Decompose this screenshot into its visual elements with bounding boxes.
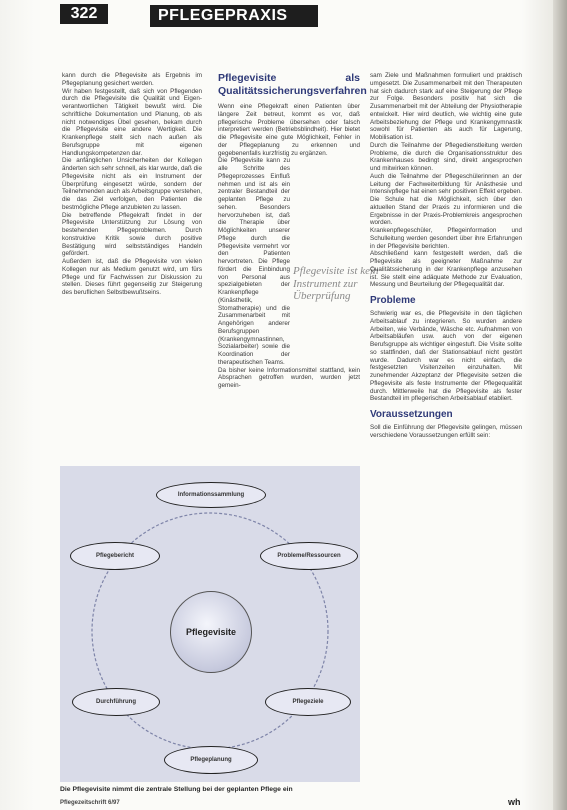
section-title: PFLEGEPRAXIS [150, 5, 318, 27]
text-column-3 [370, 72, 522, 440]
page-spine-shadow [553, 0, 567, 810]
paragraph: Krankenpflegeschüler, Pflegeinformation und Schulleitung werden gesondert über ihre Erfahrungen in der Pflegevisite berichten. [370, 227, 522, 250]
page-header [0, 0, 548, 40]
paragraph: Da bisher keine Informationsmittel stattfand, kein Absprachen getroffen wurden, wurden jetzt gemein- [218, 366, 360, 389]
journal-footer: Pflegezeitschrift 6/97 [60, 800, 120, 806]
pflegevisite-diagram [60, 466, 360, 782]
paragraph: Außerdem ist, daß die Pflegevisite von vielen Kollegen nur als Medium genutzt wird, um fürs Pflege und für Fachwissen zur Diskussion zu stellen. Dieses führt gegenseitig zur Steigerung des beruflichen Selbstbewußtseins. [62, 258, 202, 296]
node-pflegevisite-center: Pflegevisite [170, 591, 252, 673]
node-pflegebericht: Pflegebericht [70, 542, 160, 570]
paragraph: sam Ziele und Maßnahmen formuliert und praktisch umgesetzt. Die Zusammenarbeit mit den Therapeuten hat sich dadurch stark auf eine Steigerung der Pflege zur Folge. Besonders positiv hat sich die Zusammenarbeit mit der Abteilung der Physiotherapie entwickelt. Hier wird deutlich, wie wichtig eine gute Arbeitsbeziehung der Pflege und Krankengymnastik sowohl für Patienten als auch für Lagerung, Mobilisation ist. [370, 72, 522, 141]
pull-quote: Pflegevisite ist kein Instrument zur Überprüfung [290, 263, 382, 305]
paragraph: Soll die Einführung der Pflegevisite gelingen, müssen verschiedene Voraussetzungen erfüllt sein: [370, 424, 522, 439]
paragraph: Auch die Teilnahme der Pflegeschülerinnen an der Leitung der Fachweiterbildung für Anästhesie und Intensivpflege hat einen sehr positiven Effekt ergeben. Die Schule hat die Möglichkeit, sich über den aktuellen Stand der Praxis zu informieren und die Ergebnisse in der Praxis-Problemkreis angesprochen worden. [370, 172, 522, 227]
text-column-2 [218, 72, 367, 390]
node-probleme-ressourcen: Probleme/Ressourcen [260, 542, 358, 570]
article-heading: Pflegevisite als Qualitätssicherungsverfahren [218, 72, 367, 97]
node-pflegeplanung: Pflegeplanung [164, 746, 258, 774]
subheading-problems: Probleme [370, 295, 416, 306]
paragraph: Wenn eine Pflegekraft einen Patienten über längere Zeit betreut, kommt es vor, daß pflegerische Probleme übersehen oder falsch interpretiert werden (Betriebsblindheit). Hier bietet die Pflegevisite eine gute Möglichkeit, Fehler in der Pflegeplanung zu erkennen und gegebenenfalls kurzfristig zu ergänzen. [218, 103, 360, 157]
paragraph: Abschließend kann festgestellt werden, daß die Pflegevisite als geeigneter Maßnahme zur Qualitätssicherung in der Krankenpflege anzusehen ist. Sie stellt eine adäquate Methode zur Evaluation, Messung und Beurteilung der Pflegequalität dar. [370, 250, 522, 289]
node-durchfuehrung: Durchführung [72, 688, 160, 716]
paragraph: Die betreffende Pflegekraft findet in der Pflegevisite Unterstützung zur Lösung von bestehenden Pflegeproblemen. Durch konstruktive Kritik sowie durch positive Bestätigung wird selbstständiges Handeln gefördert. [62, 211, 202, 258]
paragraph: Durch die Teilnahme der Pflegedienstleitung werden Probleme, die durch die Organisationsstruktur des Krankenhauses bedingt sind, direkt angesprochen und mitwirken können. [370, 141, 522, 172]
paragraph: kann durch die Pflegevisite als Ergebnis im Pflegeplanung gesichert werden. [62, 72, 202, 87]
paragraph: Die Pflegevisite kann zu alle Schritte des Pflegeprozesses Einfluß nehmen und ist als ein zentraler Bestandteil der geplanten Pflege zu sehen. Besonders hervorzuheben ist, daß die Therapie über Möglichkeiten unserer Pflege durch die Pflegevisite vermehrt vor den Patienten hervortreten. Die Pflege fördert die Einbindung von Personal aus spezialgebieten der Krankenpflege (Kinästhetik, Stomatherapie) und die Zusammenarbeit mit Angehörigen anderer Berufsgruppen (Krankengymnastinnen, Sozialarbeiter) sowie die Koordination der therapeutischen Teams. [218, 157, 290, 366]
subheading-prerequisites: Voraussetzungen [370, 409, 453, 420]
publisher-logo: wh [508, 797, 521, 807]
node-informationssammlung: Informationssammlung [156, 482, 266, 508]
node-pflegeziele: Pflegeziele [265, 688, 351, 716]
paragraph: Wir haben festgestellt, daß sich von Pflegenden durch die Pflegevisite die Qualität und Eigen-verantwortlichen Tätigkeit bewußt wird. Die schriftliche Dokumentation und Planung, ob als nicht notwendiges Übel gesehen, bekam durch die Pflegevisite eine andere Wertigkeit. Die Krankenpflege stellt sich nach außen als Berufsgruppe mit eigenen Handlungskompetenzen dar. [62, 87, 202, 157]
page-number: 322 [60, 4, 108, 24]
text-column-1 [62, 72, 202, 297]
paragraph: Die anfänglichen Unsicherheiten der Kollegen änderten sich sehr schnell, als klar wurde, daß die Pflegevisite nicht als ein Instrument der Überprüfung eingesetzt würde, sondern der Teilnehmenden auch als Arbeitsgruppe verstehen, die das Ziel verfolgen, den Patienten die bestmögliche Pflege anzubieten zu lassen. [62, 157, 203, 211]
paragraph: Schwierig war es, die Pflegevisite in den täglichen Arbeitsablauf zu integrieren. So wurden andere Arbeiten, wie Verbände, Wäsche etc. Aufnahmen von Arbeitsabläufen usw. auch von der eigenen Berufsgruppe als wichtiger eingestuft. Die Visite sollte so stattfinden, daß der Stationsablauf nicht gestört wurde. Dadurch war es nicht einfach, die festgesetzten Visitenzeiten einzuhalten. Mit zunehmender Akzeptanz der Pflegevisite setzen die Pflegevisite als feste Instrumente der Pflegequalität durch. Mittlerweile hat die Pflegevisite als fester Bestandteil im pflegerischen Arbeitsablauf etabliert. [370, 310, 522, 403]
figure-caption: Die Pflegevisite nimmt die zentrale Stellung bei der geplanten Pflege ein [60, 786, 293, 793]
